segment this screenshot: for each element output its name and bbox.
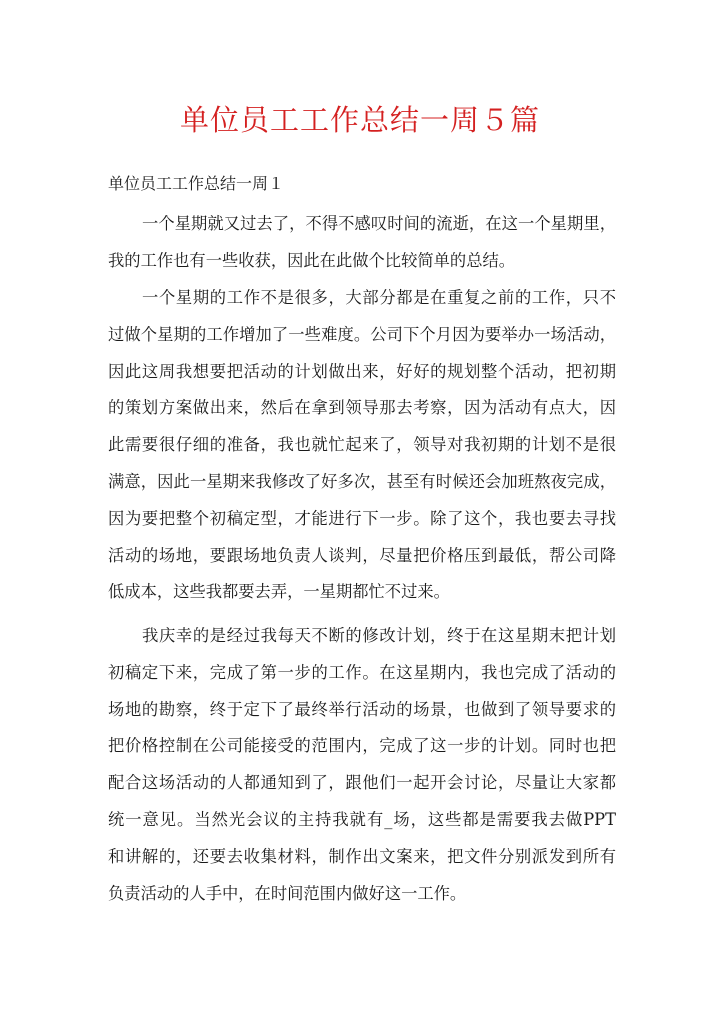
paragraph-line: 一个星期就又过去了，不得不感叹时间的流逝，在这一个星期里， bbox=[142, 214, 616, 233]
section-heading: 单位员工工作总结一周１ bbox=[108, 174, 285, 193]
paragraph-line: 过做个星期的工作增加了一些难度。公司下个月因为要举办一场活动， bbox=[108, 324, 616, 344]
paragraph-line: 一个星期的工作不是很多，大部分都是在重复之前的工作，只不 bbox=[142, 288, 616, 307]
paragraph-line: 满意，因此一星期来我修改了好多次，甚至有时候还会加班熬夜完成， bbox=[108, 471, 616, 491]
paragraph-line: 因此这周我想要把活动的计划做出来，好好的规划整个活动，把初期 bbox=[108, 361, 616, 381]
paragraph-line: 的策划方案做出来，然后在拿到领导那去考察，因为活动有点大，因 bbox=[108, 398, 616, 418]
paragraph-line: 负责活动的人手中，在时间范围内做好这一工作。 bbox=[108, 883, 467, 903]
paragraph-line: 低成本，这些我都要去弄，一星期都忙不过来。 bbox=[108, 582, 450, 602]
paragraph-line: 我的工作也有一些收获，因此在此做个比较简单的总结。 bbox=[108, 250, 516, 270]
paragraph-line: 场地的勘察，终于定下了最终举行活动的场景，也做到了领导要求的 bbox=[108, 699, 616, 719]
paragraph-line: 统一意见。当然光会议的主持我就有_场，这些都是需要我去做PPT bbox=[108, 809, 616, 829]
paragraph-line: 初稿定下来，完成了第一步的工作。在这星期内，我也完成了活动的 bbox=[108, 662, 616, 682]
paragraph-line: 活动的场地，要跟场地负责人谈判，尽量把价格压到最低，帮公司降 bbox=[108, 545, 616, 565]
paragraph-line: 我庆幸的是经过我每天不断的修改计划，终于在这星期末把计划 bbox=[142, 626, 616, 645]
paragraph-2 bbox=[108, 280, 616, 611]
paragraph-line: 配合这场活动的人都通知到了，跟他们一起开会讨论，尽量让大家都 bbox=[108, 773, 616, 793]
paragraph-line: 和讲解的，还要去收集材料，制作出文案来，把文件分别派发到所有 bbox=[108, 846, 616, 866]
page-title: 单位员工工作总结一周５篇 bbox=[179, 103, 540, 137]
paragraph-line: 把价格控制在公司能接受的范围内，完成了这一步的计划。同时也把 bbox=[108, 736, 616, 756]
paragraph-line: 此需要很仔细的准备，我也就忙起来了，领导对我初期的计划不是很 bbox=[108, 435, 616, 455]
paragraph-3 bbox=[108, 618, 616, 912]
paragraph-1 bbox=[108, 206, 616, 280]
paragraph-line: 因为要把整个初稿定型，才能进行下一步。除了这个，我也要去寻找 bbox=[108, 508, 616, 528]
